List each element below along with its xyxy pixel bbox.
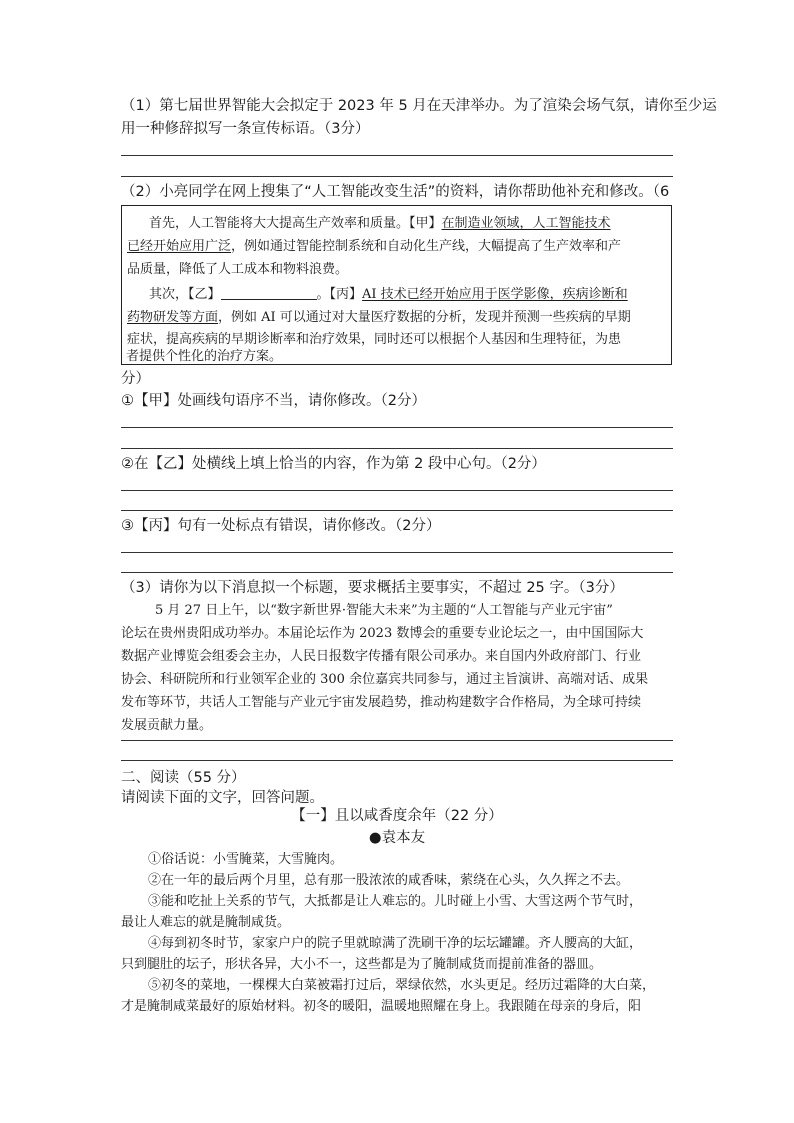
passage-p5b: 才是腌制咸菜最好的原始材料。初冬的暖阳，温暖地照耀在身上。我跟随在母亲的身后，阳: [121, 999, 642, 1014]
answer-line: [121, 760, 673, 761]
passage-p4b: 只到腿肚的坛子，形状各异，大小不一，这些都是为了腌制咸货而提前准备的器皿。: [121, 957, 603, 972]
section2-instruction: 请阅读下面的文字，回答问题。: [121, 790, 324, 806]
box-p1-underline1: 在制造业领域，人工智能技术: [441, 216, 611, 231]
box-p2-underline2: 药物研发等方面: [127, 310, 219, 325]
q3-line2: 论坛在贵州贵阳成功举办。本届论坛作为 2023 数博会的重要专业论坛之一，由中国国际大: [121, 626, 644, 641]
q2-title-cont: 分）: [121, 371, 150, 387]
box-p1-pre: 首先，人工智能将大大提高生产效率和质量。【甲】: [149, 216, 442, 231]
q3-line6: 发展贡献力量。: [121, 718, 213, 733]
passage-p4a: ④每到初冬时节，家家户户的院子里就晾满了洗刷干净的坛坛罐罐。齐人腰高的大缸，: [148, 936, 643, 951]
q2-sub1: ①【甲】处画线句语序不当，请你修改。（2分）: [121, 393, 426, 409]
answer-line: [121, 552, 673, 553]
box-p2-underline1: AI 技术已经开始应用于医学影像，疾病诊断和: [362, 287, 628, 302]
answer-line: [121, 572, 673, 573]
section2-title: 二、阅读（55 分）: [121, 770, 246, 786]
passage-p3b: 最让人难忘的就是腌制咸货。: [121, 915, 291, 930]
q2-sub3: ③【丙】句有一处标点有错误，请你修改。（2分）: [121, 518, 441, 534]
box-p2-rest1: ，例如 AI 可以通过对大量医疗数据的分析，发现并预测一些疾病的早期: [218, 310, 631, 325]
answer-line: [121, 510, 673, 511]
q3-line5: 发布等环节，共话人工智能与产业元宇宙发展趋势，推动构建数字合作格局，为全球可持续: [121, 695, 642, 710]
answer-line: [121, 176, 673, 177]
box-p1-line3: 品质量，降低了人工成本和物料浪费。: [127, 262, 349, 277]
q1-line2: 用一种修辞拟写一条宣传标语。（3分）: [121, 121, 370, 137]
q3-line4: 协会、科研院所和行业领军企业的 300 余位嘉宾共同参与，通过主旨演讲、高端对话、成果: [121, 672, 649, 687]
answer-line: [121, 155, 673, 156]
box-p2-line2: [127, 308, 631, 327]
q3-title: （3）请你为以下消息拟一个标题，要求概括主要事实，不超过 25 字。（3分）: [121, 580, 624, 596]
q3-line1: 5 月 27 日上午，以“数字新世界·智能大未来”为主题的“人工智能与产业元宇宙”: [155, 603, 613, 618]
material-box: [121, 205, 672, 365]
box-p2-line4: 者提供个性化的治疗方案。: [126, 349, 283, 364]
passage-p5a: ⑤初冬的菜地，一棵棵大白菜被霜打过后，翠绿依然，水头更足。经历过霜降的大白菜，: [148, 978, 656, 993]
passage-p1: ①俗话说：小雪腌菜，大雪腌肉。: [148, 852, 344, 867]
passage-author: ●袁本友: [368, 830, 426, 846]
q3-line3: 数据产业博览会组委会主办，人民日报数字传播有限公司承办。来自国内外政府部门、行业: [121, 649, 642, 664]
answer-line: [121, 740, 673, 741]
q1-line1: （1）第七届世界智能大会拟定于 2023 年 5 月在天津举办。为了渲染会场气氛，请你至少运: [121, 98, 717, 114]
box-p2-mid: 。【丙】: [316, 287, 363, 302]
box-p2-line1: [149, 285, 628, 304]
fill-blank[interactable]: [221, 285, 317, 300]
answer-line: [121, 427, 673, 428]
answer-line: [121, 448, 673, 449]
passage-title: 【一】且以咸香度余年（22 分）: [291, 808, 503, 824]
q2-sub2: ②在【乙】处横线上填上恰当的内容，作为第 2 段中心句。（2分）: [121, 456, 546, 472]
box-p1-line1: [149, 214, 611, 233]
box-p1-underline2: 已经开始应用广泛: [127, 239, 232, 254]
box-p1-rest1: ，例如通过智能控制系统和自动化生产线，大幅提高了生产效率和产: [231, 239, 622, 254]
answer-line: [121, 490, 673, 491]
q2-title: （2）小亮同学在网上搜集了“人工智能改变生活”的资料，请你帮助他补充和修改。（6: [121, 184, 670, 200]
box-p2-line3: 症状，提高疾病的早期诊断率和治疗效果，同时还可以根据个人基因和生理特征，为患: [127, 332, 622, 347]
box-p1-line2: [127, 237, 621, 256]
passage-p2: ②在一年的最后两个月里，总有那一股浓浓的咸香味，萦绕在心头，久久挥之不去。: [148, 873, 630, 888]
box-p2-pre: 其次，【乙】: [149, 287, 221, 302]
passage-p3a: ③能和吃扯上关系的节气，大抵都是让人难忘的。儿时碰上小雪、大雪这两个节气时，: [148, 894, 643, 909]
